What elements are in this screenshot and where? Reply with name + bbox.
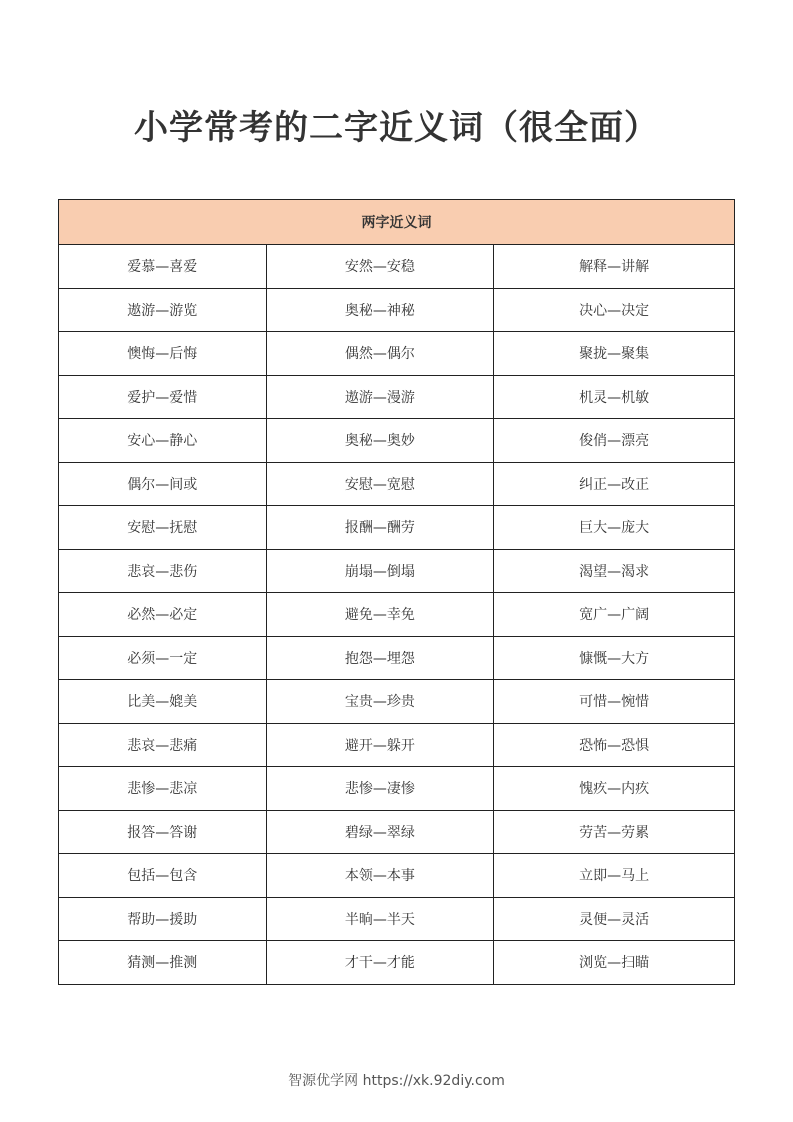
table-cell: 纠正—改正	[494, 462, 735, 506]
table-row	[59, 375, 735, 419]
table-row	[59, 288, 735, 332]
table-row	[59, 897, 735, 941]
table-cell: 猜测—推测	[59, 941, 267, 985]
table-row	[59, 723, 735, 767]
table-cell: 灵便—灵活	[494, 897, 735, 941]
table-cell: 安慰—宽慰	[266, 462, 494, 506]
table-cell: 悲惨—悲凉	[59, 767, 267, 811]
table-row	[59, 854, 735, 898]
table-cell: 避免—幸免	[266, 593, 494, 637]
table-cell: 半晌—半天	[266, 897, 494, 941]
table-cell: 必须—一定	[59, 636, 267, 680]
table-cell: 本领—本事	[266, 854, 494, 898]
table-cell: 必然—必定	[59, 593, 267, 637]
table-cell: 浏览—扫瞄	[494, 941, 735, 985]
table-cell: 安然—安稳	[266, 245, 494, 289]
table-cell: 宝贵—珍贵	[266, 680, 494, 724]
table-cell: 愧疚—内疚	[494, 767, 735, 811]
table-row	[59, 419, 735, 463]
table-cell: 包括—包含	[59, 854, 267, 898]
table-cell: 聚拢—聚集	[494, 332, 735, 376]
table-cell: 立即—马上	[494, 854, 735, 898]
table-cell: 懊悔—后悔	[59, 332, 267, 376]
table-cell: 渴望—渴求	[494, 549, 735, 593]
page-title: 小学常考的二字近义词（很全面）	[134, 108, 659, 148]
table-cell: 恐怖—恐惧	[494, 723, 735, 767]
table-cell: 巨大—庞大	[494, 506, 735, 550]
table-cell: 决心—决定	[494, 288, 735, 332]
table-cell: 避开—躲开	[266, 723, 494, 767]
table-cell: 劳苦—劳累	[494, 810, 735, 854]
table-cell: 报酬—酬劳	[266, 506, 494, 550]
table-cell: 悲惨—凄惨	[266, 767, 494, 811]
table-row	[59, 506, 735, 550]
table-cell: 崩塌—倒塌	[266, 549, 494, 593]
table-cell: 安慰—抚慰	[59, 506, 267, 550]
table-header: 两字近义词	[59, 200, 735, 245]
table-row	[59, 462, 735, 506]
table-cell: 机灵—机敏	[494, 375, 735, 419]
table-cell: 俊俏—漂亮	[494, 419, 735, 463]
table-cell: 爱慕—喜爱	[59, 245, 267, 289]
table-row	[59, 245, 735, 289]
table-cell: 解释—讲解	[494, 245, 735, 289]
footer-watermark: 智源优学网 https://xk.92diy.com	[288, 1073, 505, 1089]
table-cell: 碧绿—翠绿	[266, 810, 494, 854]
table-cell: 才干—才能	[266, 941, 494, 985]
table-cell: 比美—媲美	[59, 680, 267, 724]
table-row	[59, 549, 735, 593]
table-row	[59, 593, 735, 637]
table-row	[59, 680, 735, 724]
table-cell: 奥秘—神秘	[266, 288, 494, 332]
synonym-table	[58, 199, 735, 985]
table-row	[59, 767, 735, 811]
table-row	[59, 941, 735, 985]
table-cell: 可惜—惋惜	[494, 680, 735, 724]
table-header-row	[59, 200, 735, 245]
table-row	[59, 810, 735, 854]
table-cell: 遨游—游览	[59, 288, 267, 332]
table-cell: 抱怨—埋怨	[266, 636, 494, 680]
table-row	[59, 636, 735, 680]
table-cell: 悲哀—悲痛	[59, 723, 267, 767]
table-cell: 偶然—偶尔	[266, 332, 494, 376]
table-cell: 悲哀—悲伤	[59, 549, 267, 593]
table-cell: 安心—静心	[59, 419, 267, 463]
table-row	[59, 332, 735, 376]
table-cell: 慷慨—大方	[494, 636, 735, 680]
table-body	[59, 245, 735, 985]
table-cell: 报答—答谢	[59, 810, 267, 854]
table-cell: 帮助—援助	[59, 897, 267, 941]
table-cell: 偶尔—间或	[59, 462, 267, 506]
table-cell: 奥秘—奥妙	[266, 419, 494, 463]
table-cell: 宽广—广阔	[494, 593, 735, 637]
table-cell: 遨游—漫游	[266, 375, 494, 419]
table-cell: 爱护—爱惜	[59, 375, 267, 419]
